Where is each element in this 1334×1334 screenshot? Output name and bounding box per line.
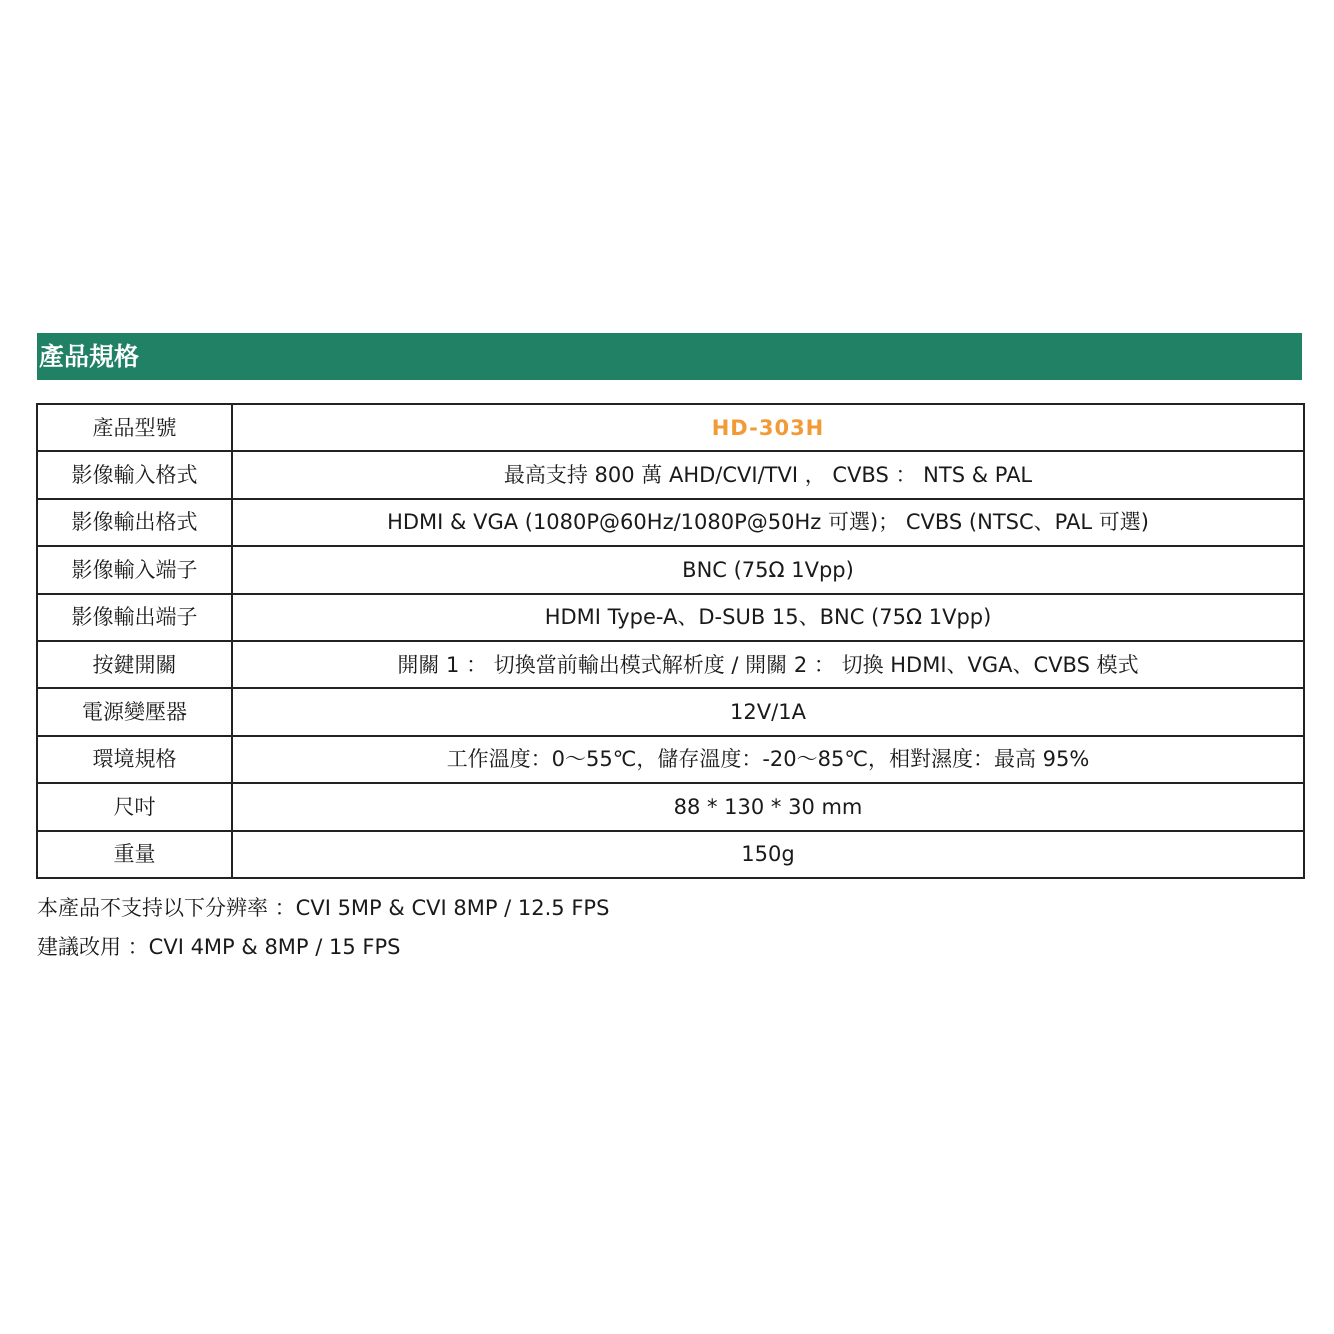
spec-value: BNC (75Ω 1Vpp): [232, 546, 1304, 593]
table-row: [37, 546, 1304, 593]
spec-label: 尺吋: [37, 783, 232, 830]
spec-label: 影像輸入端子: [37, 546, 232, 593]
spec-value: 150g: [232, 831, 1304, 878]
spec-label: 按鍵開關: [37, 641, 232, 688]
spec-label: 電源變壓器: [37, 688, 232, 735]
table-row: [37, 783, 1304, 830]
spec-value: 88 * 130 * 30 mm: [232, 783, 1304, 830]
spec-value: 12V/1A: [232, 688, 1304, 735]
spec-value: HDMI & VGA (1080P@60Hz/1080P@50Hz 可選)； CVBS (NTSC、PAL 可選): [232, 499, 1304, 546]
spec-value: 工作溫度：0～55℃，儲存溫度：-20～85℃，相對濕度：最高 95%: [232, 736, 1304, 783]
model-number: HD-303H: [232, 404, 1304, 451]
spec-label: 影像輸入格式: [37, 451, 232, 498]
spec-label: 影像輸出格式: [37, 499, 232, 546]
table-row: [37, 688, 1304, 735]
spec-label: 環境規格: [37, 736, 232, 783]
spec-value: HDMI Type-A、D-SUB 15、BNC (75Ω 1Vpp): [232, 594, 1304, 641]
table-row: [37, 499, 1304, 546]
table-row: [37, 404, 1304, 451]
spec-value: 開關 1 ： 切換當前輸出模式解析度 / 開關 2 ： 切換 HDMI、VGA、CVBS 模式: [232, 641, 1304, 688]
section-title: 產品規格: [39, 342, 140, 371]
table-row: [37, 736, 1304, 783]
table-row: [37, 451, 1304, 498]
section-header: [37, 333, 1302, 380]
table-row: [37, 594, 1304, 641]
spec-table: [36, 403, 1305, 879]
table-row: [37, 831, 1304, 878]
spec-label: 影像輸出端子: [37, 594, 232, 641]
spec-value: 最高支持 800 萬 AHD/CVI/TVI ， CVBS ： NTS & PAL: [232, 451, 1304, 498]
spec-label: 重量: [37, 831, 232, 878]
unsupported-resolution-note: 本產品不支持以下分辨率 ：CVI 5MP & CVI 8MP / 12.5 FPS: [37, 896, 610, 920]
table-row: [37, 641, 1304, 688]
spec-label: 產品型號: [37, 404, 232, 451]
recommendation-note: 建議改用 ：CVI 4MP & 8MP / 15 FPS: [37, 935, 401, 959]
